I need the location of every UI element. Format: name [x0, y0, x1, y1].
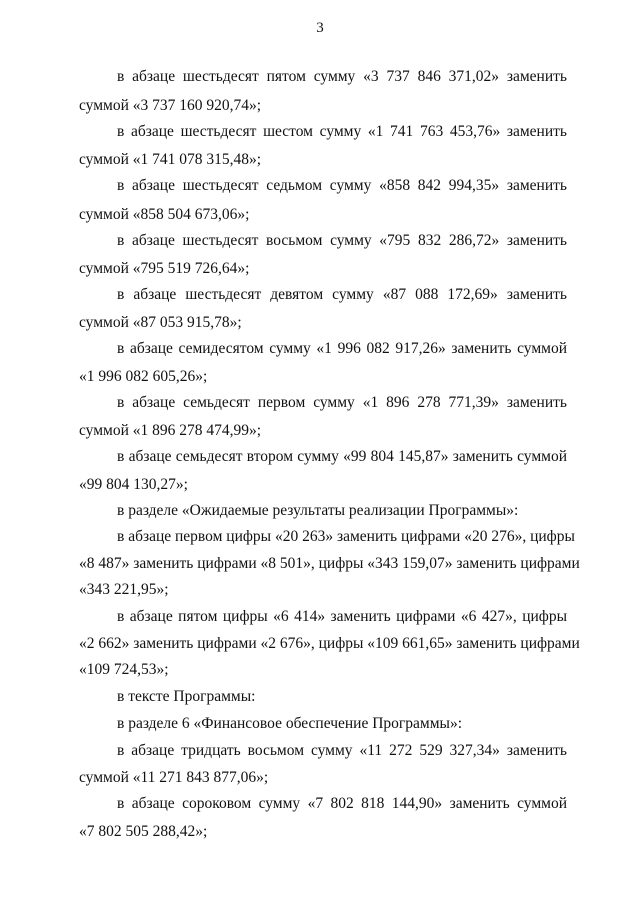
- text-line: в абзаце семидесятом сумму «1 996 082 917,26» заменить суммой: [117, 340, 567, 357]
- text-line: в абзаце тридцать восьмом сумму «11 272 529 327,34» заменить: [117, 742, 567, 759]
- text-line: суммой «795 519 726,64»;: [79, 260, 250, 277]
- text-line: суммой «858 504 673,06»;: [79, 206, 250, 223]
- text-line: в абзаце семьдесят втором сумму «99 804 145,87» заменить суммой: [117, 448, 567, 465]
- page-number: 3: [316, 20, 324, 36]
- text-line: в абзаце сороковом сумму «7 802 818 144,90» заменить суммой: [117, 795, 567, 812]
- text-line: в абзаце шестьдесят восьмом сумму «795 832 286,72» заменить: [117, 232, 567, 249]
- text-line: «1 996 082 605,26»;: [79, 368, 208, 385]
- text-line: в абзаце шестьдесят шестом сумму «1 741 763 453,76» заменить: [117, 123, 567, 140]
- text-line: в абзаце шестьдесят седьмом сумму «858 842 994,35» заменить: [117, 177, 567, 194]
- text-line: в абзаце шестьдесят пятом сумму «3 737 846 371,02» заменить: [117, 68, 567, 85]
- text-line: «7 802 505 288,42»;: [79, 823, 208, 840]
- text-line: суммой «3 737 160 920,74»;: [79, 97, 262, 114]
- text-line: в абзаце шестьдесят девятом сумму «87 088 172,69» заменить: [117, 286, 567, 303]
- text-line: «2 662» заменить цифрами «2 676», цифры «109 661,65» заменить цифрами: [79, 635, 580, 652]
- text-line: в тексте Программы:: [117, 688, 256, 705]
- text-line: суммой «11 271 843 877,06»;: [79, 769, 269, 786]
- text-line: «343 221,95»;: [79, 581, 169, 598]
- text-line: в абзаце пятом цифры «6 414» заменить цифрами «6 427», цифры: [117, 608, 567, 625]
- text-line: «99 804 130,27»;: [79, 476, 188, 493]
- text-line: в абзаце первом цифры «20 263» заменить цифрами «20 276», цифры: [117, 528, 575, 545]
- text-line: в разделе 6 «Финансовое обеспечение Программы»:: [117, 715, 462, 732]
- text-line: суммой «1 741 078 315,48»;: [79, 151, 262, 168]
- text-line: в разделе «Ожидаемые результаты реализации Программы»:: [117, 502, 519, 519]
- text-line: в абзаце семьдесят первом сумму «1 896 278 771,39» заменить: [117, 394, 567, 411]
- text-line: «8 487» заменить цифрами «8 501», цифры «343 159,07» заменить цифрами: [79, 555, 580, 572]
- text-line: суммой «87 053 915,78»;: [79, 314, 242, 331]
- text-line: «109 724,53»;: [79, 661, 169, 678]
- text-line: суммой «1 896 278 474,99»;: [79, 422, 262, 439]
